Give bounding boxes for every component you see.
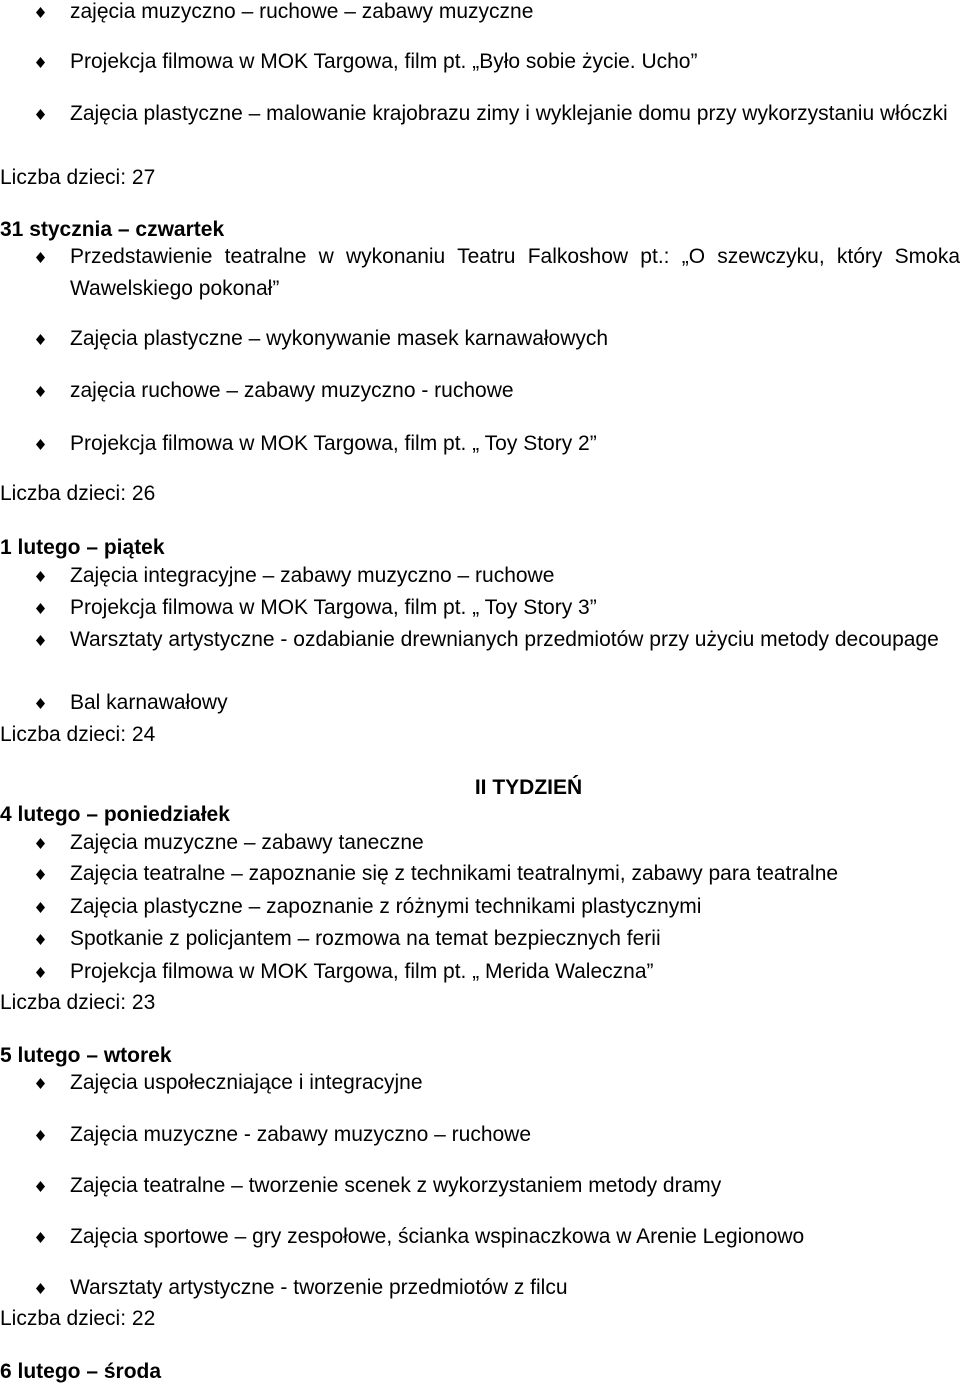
list-item-text: Projekcja filmowa w MOK Targowa, film pt. „ Toy Story 3” <box>70 596 597 619</box>
list-item-text: Zajęcia plastyczne – malowanie krajobrazu zimy i wyklejanie domu przy wykorzystaniu włóczki <box>70 102 948 125</box>
day-heading: 5 lutego – wtorek <box>0 1044 172 1067</box>
list-item <box>36 956 960 988</box>
children-count: Liczba dzieci: 23 <box>0 991 156 1014</box>
list-item <box>36 923 960 955</box>
list-item <box>36 1221 960 1253</box>
children-count: Liczba dzieci: 27 <box>0 166 156 189</box>
list-item-text: Warsztaty artystyczne - ozdabianie drewnianych przedmiotów przy użyciu metody decoupage <box>70 628 939 651</box>
diamond-bullet-icon <box>36 624 50 656</box>
list-item <box>36 46 960 78</box>
list-item-text: Przedstawienie teatralne w wykonaniu Teatru Falkoshow pt.: „O szewczyku, który Smoka Wawelskiego pokonał” <box>70 245 960 300</box>
list-item <box>36 0 960 28</box>
list-item-text: Zajęcia uspołeczniające i integracyjne <box>70 1071 423 1094</box>
diamond-bullet-icon <box>36 0 50 28</box>
list-item <box>36 98 960 130</box>
list-item <box>36 1170 960 1202</box>
list-item <box>36 624 960 656</box>
list-item-text: Bal karnawałowy <box>70 691 228 714</box>
list-item <box>36 891 960 923</box>
list-item <box>36 858 960 890</box>
list-item <box>36 323 960 355</box>
children-count: Liczba dzieci: 22 <box>0 1307 156 1330</box>
list-item-text: Zajęcia sportowe – gry zespołowe, ścianka wspinaczkowa w Arenie Legionowo <box>70 1225 805 1248</box>
diamond-bullet-icon <box>36 1272 50 1304</box>
diamond-bullet-icon <box>36 827 50 859</box>
diamond-bullet-icon <box>36 323 50 355</box>
diamond-bullet-icon <box>36 1170 50 1202</box>
children-count: Liczba dzieci: 24 <box>0 723 156 746</box>
children-count: Liczba dzieci: 26 <box>0 482 156 505</box>
list-item <box>36 687 960 719</box>
day-heading: 6 lutego – środa <box>0 1360 162 1383</box>
diamond-bullet-icon <box>36 891 50 923</box>
list-item-text: Projekcja filmowa w MOK Targowa, film pt. „Było sobie życie. Ucho” <box>70 50 698 73</box>
diamond-bullet-icon <box>36 1067 50 1099</box>
list-item <box>36 592 960 624</box>
diamond-bullet-icon <box>36 1119 50 1151</box>
list-item <box>36 1119 960 1151</box>
list-item-text: zajęcia ruchowe – zabawy muzyczno - ruchowe <box>70 379 514 402</box>
list-item <box>36 560 960 592</box>
list-item-text: Zajęcia teatralne – zapoznanie się z technikami teatralnymi, zabawy para teatralne <box>70 862 839 885</box>
diamond-bullet-icon <box>36 858 50 890</box>
list-item <box>36 1067 960 1099</box>
diamond-bullet-icon <box>36 923 50 955</box>
day-heading: 4 lutego – poniedziałek <box>0 803 230 826</box>
list-item-text: Zajęcia muzyczne - zabawy muzyczno – ruchowe <box>70 1123 532 1146</box>
list-item-text: Zajęcia teatralne – tworzenie scenek z wykorzystaniem metody dramy <box>70 1174 722 1197</box>
list-item-text: Projekcja filmowa w MOK Targowa, film pt. „ Merida Waleczna” <box>70 960 654 983</box>
diamond-bullet-icon <box>36 428 50 460</box>
diamond-bullet-icon <box>36 687 50 719</box>
day-heading: 1 lutego – piątek <box>0 536 165 559</box>
day-heading: 31 stycznia – czwartek <box>0 218 225 241</box>
diamond-bullet-icon <box>36 560 50 592</box>
list-item-text: Zajęcia plastyczne – zapoznanie z różnymi technikami plastycznymi <box>70 895 702 918</box>
section-heading: II TYDZIEŃ <box>474 776 583 799</box>
list-item <box>36 1272 960 1304</box>
list-item-text: Zajęcia muzyczne – zabawy taneczne <box>70 831 424 854</box>
diamond-bullet-icon <box>36 375 50 407</box>
list-item-text: Spotkanie z policjantem – rozmowa na temat bezpiecznych ferii <box>70 927 661 950</box>
diamond-bullet-icon <box>36 241 50 273</box>
list-item <box>36 241 960 305</box>
list-item <box>36 375 960 407</box>
diamond-bullet-icon <box>36 1221 50 1253</box>
list-item <box>36 827 960 859</box>
diamond-bullet-icon <box>36 46 50 78</box>
diamond-bullet-icon <box>36 956 50 988</box>
diamond-bullet-icon <box>36 98 50 130</box>
list-item-text: Zajęcia integracyjne – zabawy muzyczno – ruchowe <box>70 564 555 587</box>
list-item <box>36 428 960 460</box>
list-item-text: Zajęcia plastyczne – wykonywanie masek karnawałowych <box>70 327 609 350</box>
list-item-text: zajęcia muzyczno – ruchowe – zabawy muzyczne <box>70 0 534 23</box>
list-item-text: Projekcja filmowa w MOK Targowa, film pt. „ Toy Story 2” <box>70 432 597 455</box>
list-item-text: Warsztaty artystyczne - tworzenie przedmiotów z filcu <box>70 1276 568 1299</box>
diamond-bullet-icon <box>36 592 50 624</box>
